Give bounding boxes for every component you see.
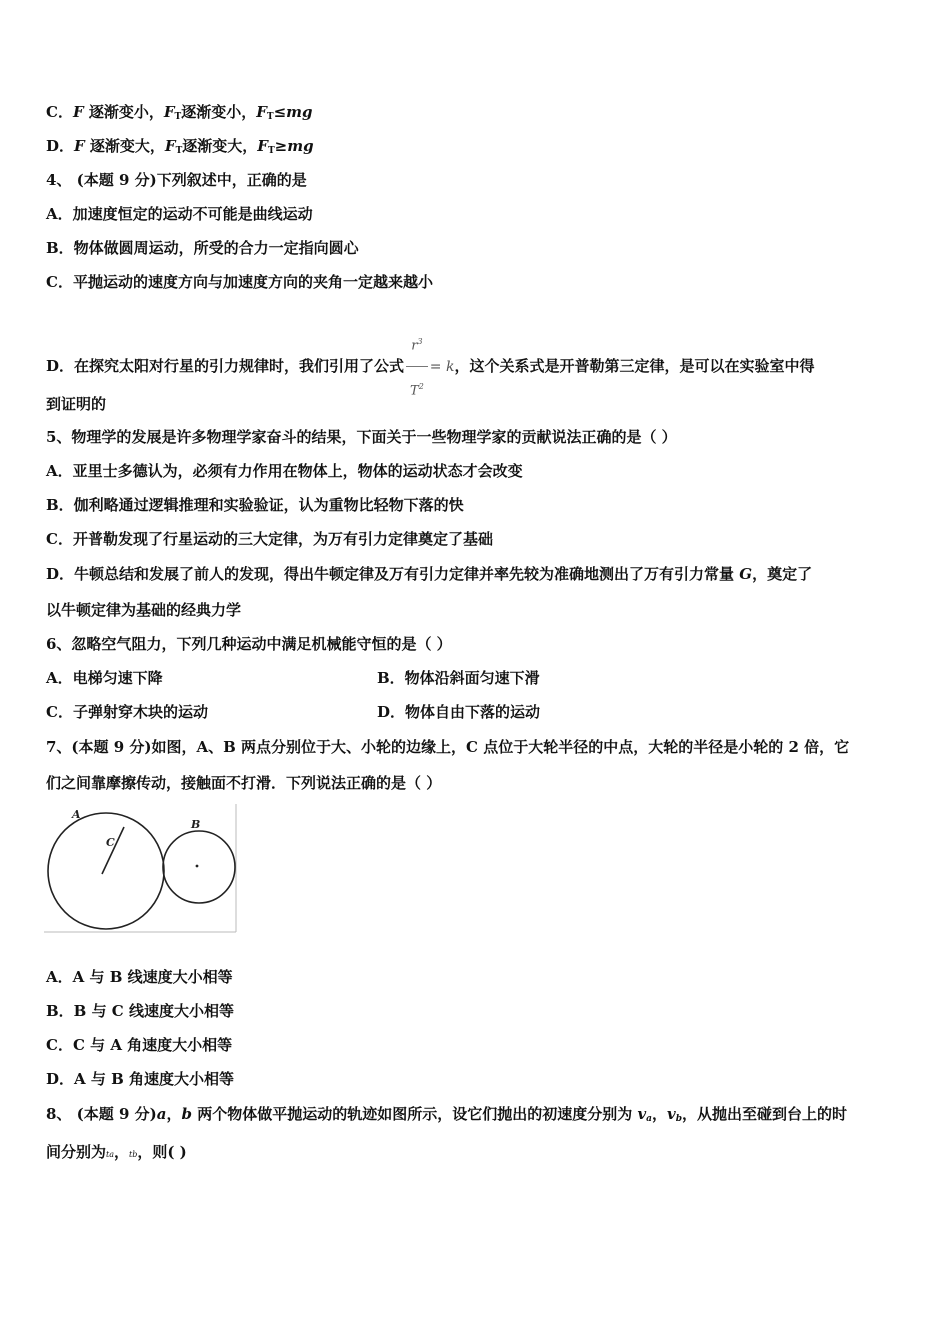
- question-4-option-d: D．在探究太阳对行星的引力规律时，我们引用了公式 $\frac{r^3}{T^2}$ = k，这个关系式是开普勒第三定律，是可以在实验室中得: [46, 322, 814, 412]
- point-a-label: A: [72, 808, 81, 821]
- point-c-label: C: [106, 836, 115, 849]
- question-7-option-a: A．A 与 B 线速度大小相等: [46, 968, 233, 986]
- small-wheel: [163, 831, 235, 903]
- question-4-option-b: B．物体做圆周运动，所受的合力一定指向圆心: [46, 239, 359, 257]
- large-wheel: [48, 813, 164, 929]
- question-8-stem: 8、 (本题 9 分)a，b 两个物体做平抛运动的轨迹如图所示，设它们抛出的初速度分别为 $v_a$，$v_b$，从抛出至碰到台上的时: [46, 1105, 848, 1124]
- question-4-option-d-cont: 到证明的: [46, 395, 107, 413]
- option-c-prev: C．F 逐渐变小，$F_T$逐渐变小，$F_T\le mg$: [46, 103, 313, 122]
- question-4-option-a: A．加速度恒定的运动不可能是曲线运动: [46, 205, 313, 223]
- question-6-option-a: A．电梯匀速下降: [46, 669, 163, 687]
- question-5-option-d-cont: 以牛顿定律为基础的经典力学: [46, 601, 242, 619]
- question-7-stem-cont: 们之间靠摩擦传动，接触面不打滑．下列说法正确的是（ ）: [46, 774, 442, 792]
- option-d-prev: D．F 逐渐变大，$F_T$逐渐变大，$F_T\ge mg$: [46, 137, 314, 156]
- question-5-stem: 5、物理学的发展是许多物理学家奋斗的结果，下面关于一些物理学家的贡献说法正确的是（ ）: [46, 428, 677, 446]
- question-5-option-a: A．亚里士多德认为，必须有力作用在物体上，物体的运动状态才会改变: [46, 462, 523, 480]
- question-5-option-d: D．牛顿总结和发展了前人的发现，得出牛顿定律及万有引力定律并率先较为准确地测出了万有引力常量 G，奠定了: [46, 565, 813, 583]
- question-5-option-c: C．开普勒发现了行星运动的三大定律，为万有引力定律奠定了基础: [46, 530, 493, 548]
- question-6-stem: 6、忽略空气阻力，下列几种运动中满足机械能守恒的是（ ）: [46, 635, 452, 653]
- question-6-option-b: B．物体沿斜面匀速下滑: [377, 669, 540, 687]
- large-wheel-radius: [102, 827, 124, 874]
- question-7-stem: 7、(本题 9 分)如图，A、B 两点分别位于大、小轮的边缘上，C 点位于大轮半径的中点，大轮的半径是小轮的 2 倍，它: [46, 738, 850, 756]
- point-b-label: B: [191, 818, 201, 831]
- question-7-option-c: C．C 与 A 角速度大小相等: [46, 1036, 233, 1054]
- question-4-stem: 4、 (本题 9 分)下列叙述中，正确的是: [46, 171, 307, 189]
- question-6-option-c: C．子弹射穿木块的运动: [46, 703, 208, 721]
- question-8-stem-cont: 间分别为ta，tb，则( ): [46, 1143, 187, 1161]
- question-7-option-d: D．A 与 B 角速度大小相等: [46, 1070, 234, 1088]
- wheels-figure: [44, 804, 237, 934]
- question-5-option-b: B．伽利略通过逻辑推理和实验验证，认为重物比轻物下落的快: [46, 496, 464, 514]
- question-7-option-b: B．B 与 C 线速度大小相等: [46, 1002, 234, 1020]
- kepler-formula: $\frac{r^3}{T^2}$: [406, 322, 428, 412]
- small-wheel-center: [196, 865, 199, 868]
- question-6-option-d: D．物体自由下落的运动: [377, 703, 541, 721]
- question-4-option-c: C．平抛运动的速度方向与加速度方向的夹角一定越来越小: [46, 273, 433, 291]
